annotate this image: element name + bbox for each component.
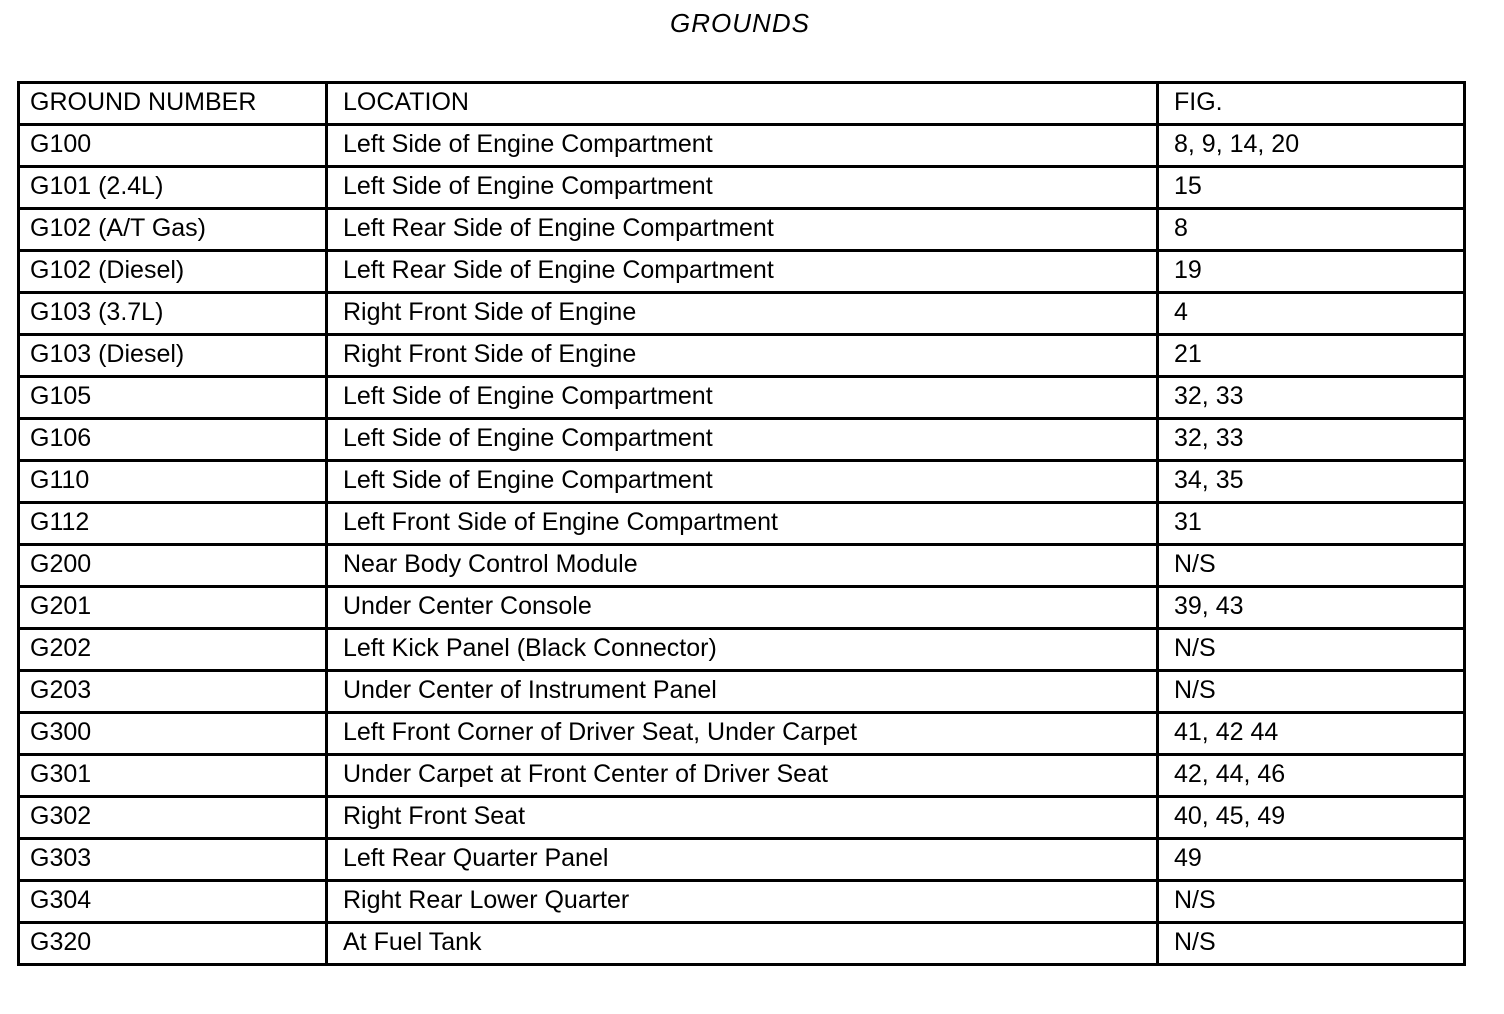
cell-fig: 4 [1158, 293, 1465, 335]
cell-fig: 31 [1158, 503, 1465, 545]
cell-ground-number: G103 (Diesel) [19, 335, 327, 377]
cell-location: Near Body Control Module [327, 545, 1158, 587]
cell-ground-number: G201 [19, 587, 327, 629]
cell-location: Left Rear Side of Engine Compartment [327, 209, 1158, 251]
cell-ground-number: G102 (Diesel) [19, 251, 327, 293]
cell-ground-number: G203 [19, 671, 327, 713]
table-row [19, 839, 1465, 881]
cell-location: At Fuel Tank [327, 923, 1158, 965]
table-row [19, 923, 1465, 965]
table-row [19, 671, 1465, 713]
table-row [19, 335, 1465, 377]
cell-ground-number: G301 [19, 755, 327, 797]
cell-location: Left Front Corner of Driver Seat, Under Carpet [327, 713, 1158, 755]
cell-location: Left Side of Engine Compartment [327, 125, 1158, 167]
cell-fig: N/S [1158, 923, 1465, 965]
cell-location: Right Front Seat [327, 797, 1158, 839]
cell-fig: 39, 43 [1158, 587, 1465, 629]
cell-fig: 40, 45, 49 [1158, 797, 1465, 839]
cell-ground-number: G102 (A/T Gas) [19, 209, 327, 251]
table-header [19, 83, 1465, 125]
column-header-fig: FIG. [1158, 83, 1465, 125]
table-row [19, 293, 1465, 335]
cell-fig: 34, 35 [1158, 461, 1465, 503]
cell-ground-number: G101 (2.4L) [19, 167, 327, 209]
cell-ground-number: G105 [19, 377, 327, 419]
column-header-location: LOCATION [327, 83, 1158, 125]
cell-fig: 19 [1158, 251, 1465, 293]
cell-location: Left Side of Engine Compartment [327, 461, 1158, 503]
table-body [19, 125, 1465, 965]
table-row [19, 755, 1465, 797]
cell-fig: N/S [1158, 545, 1465, 587]
table-row [19, 713, 1465, 755]
cell-fig: N/S [1158, 629, 1465, 671]
cell-ground-number: G110 [19, 461, 327, 503]
cell-ground-number: G200 [19, 545, 327, 587]
cell-location: Left Front Side of Engine Compartment [327, 503, 1158, 545]
cell-fig: 41, 42 44 [1158, 713, 1465, 755]
cell-location: Left Kick Panel (Black Connector) [327, 629, 1158, 671]
cell-location: Under Center of Instrument Panel [327, 671, 1158, 713]
cell-location: Under Center Console [327, 587, 1158, 629]
cell-fig: 32, 33 [1158, 419, 1465, 461]
grounds-table [17, 81, 1466, 966]
header-row [19, 83, 1465, 125]
cell-ground-number: G103 (3.7L) [19, 293, 327, 335]
table-row [19, 125, 1465, 167]
cell-fig: 32, 33 [1158, 377, 1465, 419]
cell-location: Left Side of Engine Compartment [327, 377, 1158, 419]
cell-fig: 15 [1158, 167, 1465, 209]
cell-fig: 42, 44, 46 [1158, 755, 1465, 797]
column-header-ground-number: GROUND NUMBER [19, 83, 327, 125]
table-row [19, 797, 1465, 839]
table-row [19, 419, 1465, 461]
cell-fig: N/S [1158, 881, 1465, 923]
table-row [19, 881, 1465, 923]
cell-fig: N/S [1158, 671, 1465, 713]
cell-ground-number: G106 [19, 419, 327, 461]
cell-ground-number: G112 [19, 503, 327, 545]
cell-fig: 49 [1158, 839, 1465, 881]
table-row [19, 209, 1465, 251]
cell-location: Left Rear Side of Engine Compartment [327, 251, 1158, 293]
cell-fig: 8 [1158, 209, 1465, 251]
page-title: GROUNDS [670, 8, 810, 38]
cell-location: Right Front Side of Engine [327, 293, 1158, 335]
cell-ground-number: G320 [19, 923, 327, 965]
cell-location: Left Side of Engine Compartment [327, 419, 1158, 461]
cell-ground-number: G302 [19, 797, 327, 839]
table-row [19, 377, 1465, 419]
cell-ground-number: G303 [19, 839, 327, 881]
table-row [19, 587, 1465, 629]
table-row [19, 251, 1465, 293]
cell-ground-number: G100 [19, 125, 327, 167]
table-row [19, 545, 1465, 587]
cell-ground-number: G300 [19, 713, 327, 755]
table-row [19, 629, 1465, 671]
cell-location: Right Front Side of Engine [327, 335, 1158, 377]
cell-fig: 8, 9, 14, 20 [1158, 125, 1465, 167]
cell-fig: 21 [1158, 335, 1465, 377]
cell-ground-number: G202 [19, 629, 327, 671]
cell-location: Under Carpet at Front Center of Driver Seat [327, 755, 1158, 797]
table-row [19, 167, 1465, 209]
cell-location: Right Rear Lower Quarter [327, 881, 1158, 923]
table-row [19, 461, 1465, 503]
cell-location: Left Side of Engine Compartment [327, 167, 1158, 209]
cell-ground-number: G304 [19, 881, 327, 923]
cell-location: Left Rear Quarter Panel [327, 839, 1158, 881]
table-row [19, 503, 1465, 545]
